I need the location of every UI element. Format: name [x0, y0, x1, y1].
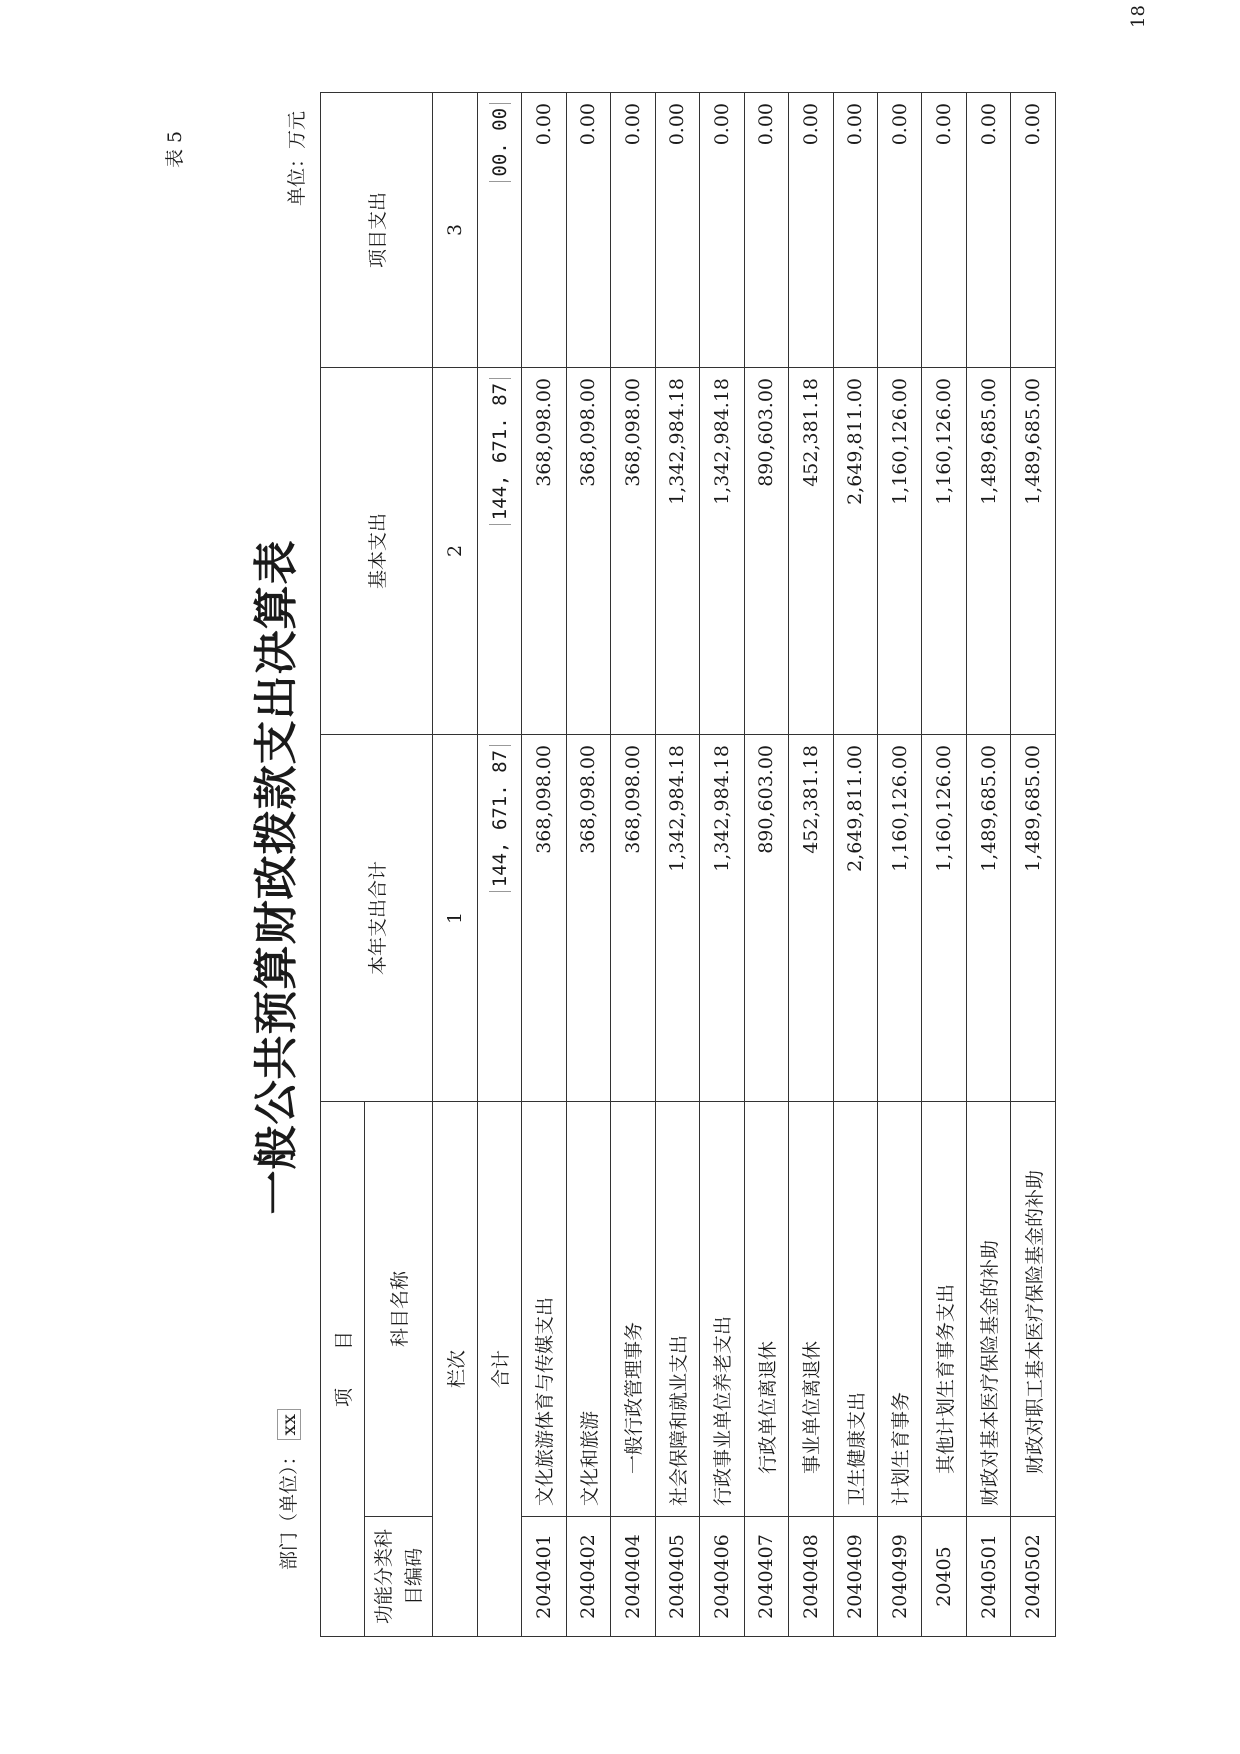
row-code: 2040408	[789, 1517, 833, 1637]
row-name: 卫生健康支出	[833, 1101, 877, 1516]
report-title: 一般公共预算财政拨款支出决算表	[251, 539, 302, 1215]
table-row	[922, 92, 966, 1636]
row-proj: 0.00	[789, 92, 833, 367]
header-code: 功能分类科目编码	[365, 1517, 433, 1637]
row-total: 1,342,984.18	[700, 734, 744, 1101]
header-total: 本年支出合计	[321, 734, 433, 1101]
row-name: 事业单位离退休	[789, 1101, 833, 1516]
row-proj: 0.00	[833, 92, 877, 367]
row-proj: 0.00	[922, 92, 966, 367]
row-total: 1,489,685.00	[1011, 734, 1056, 1101]
row-total: 368,098.00	[566, 734, 610, 1101]
row-basic: 1,160,126.00	[877, 367, 921, 734]
col-1-number: 1	[433, 734, 477, 1101]
table-row	[966, 92, 1010, 1636]
total-basic: 144, 671. 87	[477, 367, 521, 734]
row-code: 2040402	[566, 1517, 610, 1637]
table-row	[655, 92, 699, 1636]
row-total: 1,160,126.00	[877, 734, 921, 1101]
row-total: 2,649,811.00	[833, 734, 877, 1101]
table-row	[566, 92, 610, 1636]
row-basic: 452,381.18	[789, 367, 833, 734]
table-row	[877, 92, 921, 1636]
table-row	[789, 92, 833, 1636]
row-code: 2040406	[700, 1517, 744, 1637]
row-proj: 0.00	[655, 92, 699, 367]
total-proj: 00. 00	[477, 92, 521, 367]
total-row	[477, 92, 521, 1636]
row-total: 368,098.00	[522, 734, 566, 1101]
table-row	[700, 92, 744, 1636]
table-row	[744, 92, 788, 1636]
row-basic: 1,489,685.00	[1011, 367, 1056, 734]
row-proj: 0.00	[1011, 92, 1056, 367]
header-row-1	[321, 92, 365, 1636]
table-row	[1011, 92, 1056, 1636]
row-code: 2040502	[1011, 1517, 1056, 1637]
row-basic: 1,160,126.00	[922, 367, 966, 734]
row-name: 计划生育事务	[877, 1101, 921, 1516]
row-total: 368,098.00	[611, 734, 655, 1101]
department-label: 部门（单位）：	[278, 1446, 300, 1570]
row-code: 2040405	[655, 1517, 699, 1637]
total-label: 合计	[477, 1101, 521, 1636]
row-proj: 0.00	[966, 92, 1010, 367]
row-name: 行政单位离退休	[744, 1101, 788, 1516]
row-name: 文化旅游体育与传媒支出	[522, 1101, 566, 1516]
row-basic: 368,098.00	[566, 367, 610, 734]
row-basic: 1,342,984.18	[655, 367, 699, 734]
column-label: 栏次	[433, 1101, 477, 1636]
row-name: 财政对基本医疗保险基金的补助	[966, 1101, 1010, 1516]
row-total: 1,160,126.00	[922, 734, 966, 1101]
row-basic: 368,098.00	[522, 367, 566, 734]
col-3-number: 3	[433, 92, 477, 367]
row-code: 20405	[922, 1517, 966, 1637]
row-basic: 368,098.00	[611, 367, 655, 734]
unit-label: 单位：万元	[286, 110, 308, 206]
row-total: 1,342,984.18	[655, 734, 699, 1101]
row-name: 文化和旅游	[566, 1101, 610, 1516]
row-code: 2040409	[833, 1517, 877, 1637]
header-name: 科目名称	[365, 1101, 433, 1516]
header-basic: 基本支出	[321, 367, 433, 734]
table-number: 表 5	[164, 130, 186, 168]
row-code: 2040404	[611, 1517, 655, 1637]
column-number-row	[433, 92, 477, 1636]
expenditure-table	[320, 92, 1056, 1637]
row-proj: 0.00	[700, 92, 744, 367]
row-code: 2040407	[744, 1517, 788, 1637]
total-amount: 144, 671. 87	[477, 734, 521, 1101]
row-code: 2040501	[966, 1517, 1010, 1637]
department-value: xx	[277, 1409, 301, 1440]
page-number: 18	[1128, 5, 1149, 28]
header-project: 项 目	[321, 1101, 365, 1636]
row-name: 其他计划生育事务支出	[922, 1101, 966, 1516]
row-basic: 890,603.00	[744, 367, 788, 734]
table-row	[611, 92, 655, 1636]
table-row	[522, 92, 566, 1636]
row-proj: 0.00	[877, 92, 921, 367]
row-name: 一般行政管理事务	[611, 1101, 655, 1516]
row-name: 财政对职工基本医疗保险基金的补助	[1011, 1101, 1056, 1516]
row-proj: 0.00	[744, 92, 788, 367]
row-code: 2040401	[522, 1517, 566, 1637]
table-row	[833, 92, 877, 1636]
row-basic: 2,649,811.00	[833, 367, 877, 734]
row-name: 社会保障和就业支出	[655, 1101, 699, 1516]
header-proj: 项目支出	[321, 92, 433, 367]
row-total: 452,381.18	[789, 734, 833, 1101]
row-total: 890,603.00	[744, 734, 788, 1101]
row-proj: 0.00	[566, 92, 610, 367]
row-basic: 1,489,685.00	[966, 367, 1010, 734]
row-proj: 0.00	[611, 92, 655, 367]
department-line	[274, 1409, 301, 1570]
row-code: 2040499	[877, 1517, 921, 1637]
row-total: 1,489,685.00	[966, 734, 1010, 1101]
row-proj: 0.00	[522, 92, 566, 367]
row-name: 行政事业单位养老支出	[700, 1101, 744, 1516]
col-2-number: 2	[433, 367, 477, 734]
row-basic: 1,342,984.18	[700, 367, 744, 734]
